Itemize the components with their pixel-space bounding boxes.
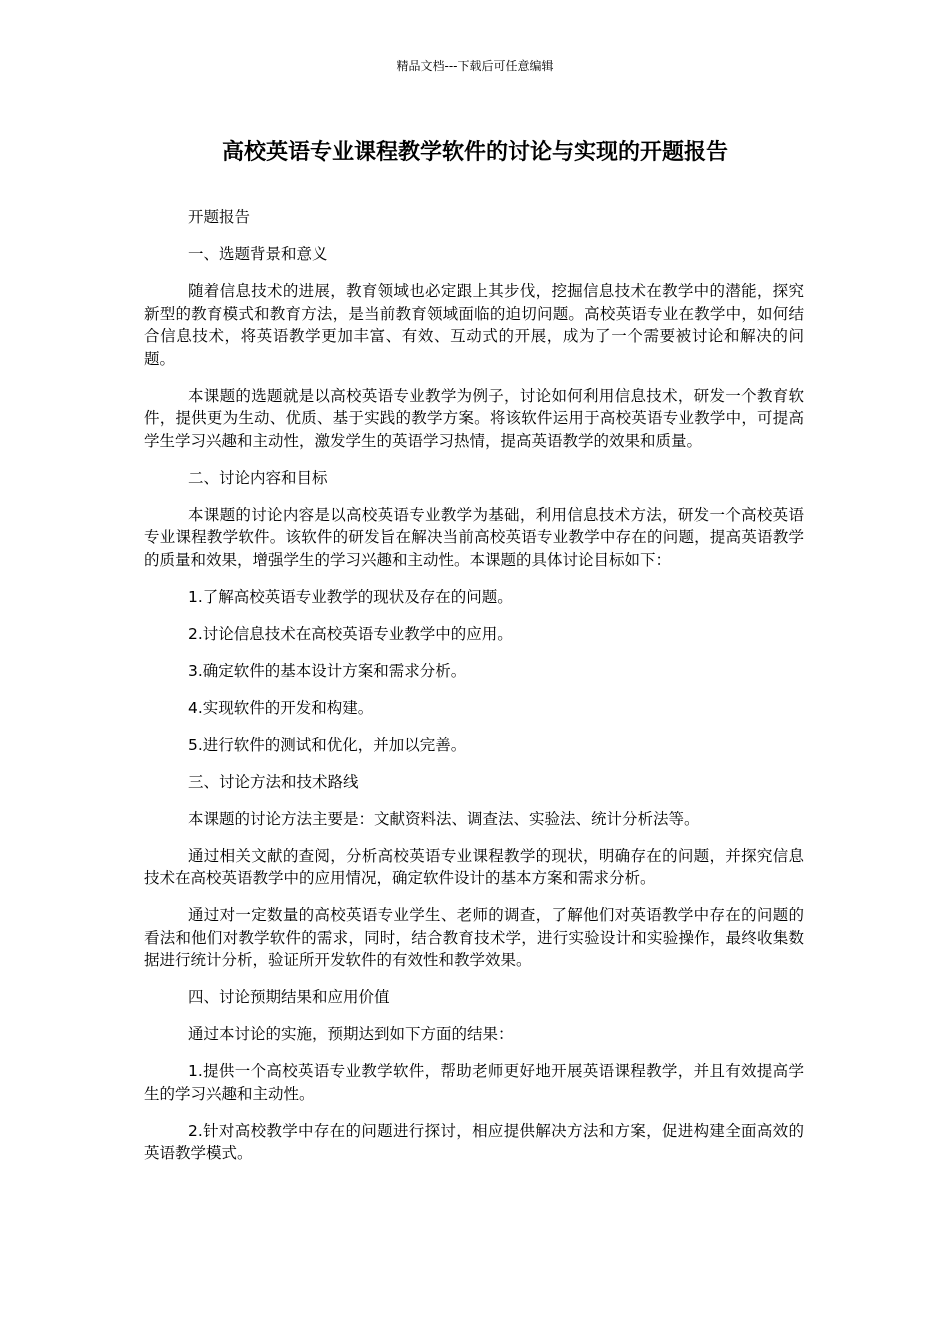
- page-header: 精品文档---下载后可任意编辑: [396, 59, 554, 73]
- paragraph: 本课题的讨论内容是以高校英语专业教学为基础，利用信息技术方法，研发一个高校英语专业课程教学软件。该软件的研发旨在解决当前高校英语专业教学中存在的问题，提高英语教学的质量和效果，增强学生的学习兴趣和主动性。本课题的具体讨论目标如下：: [144, 505, 804, 569]
- paragraph: 通过对一定数量的高校英语专业学生、老师的调查，了解他们对英语教学中存在的问题的看法和他们对教学软件的需求，同时，结合教育技术学，进行实验设计和实验操作，最终收集数据进行统计分析，验证所开发软件的有效性和教学效果。: [144, 906, 804, 969]
- list-item: 4.实现软件的开发和构建。: [188, 698, 374, 717]
- paragraph: 本课题的选题就是以高校英语专业教学为例子，讨论如何利用信息技术，研发一个教育软件，提供更为生动、优质、基于实践的教学方案。将该软件运用于高校英语专业教学中，可提高学生学习兴趣和主动性，激发学生的英语学习热情，提高英语教学的效果和质量。: [144, 386, 804, 450]
- list-item: 5.进行软件的测试和优化，并加以完善。: [188, 735, 467, 754]
- section-heading-1: 一、选题背景和意义: [188, 245, 328, 263]
- paragraph: 通过相关文献的查阅，分析高校英语专业课程教学的现状，明确存在的问题，并探究信息技术在高校英语教学中的应用情况，确定软件设计的基本方案和需求分析。: [144, 846, 804, 887]
- section-heading-3: 三、讨论方法和技术路线: [188, 772, 359, 791]
- list-item: 1.了解高校英语专业教学的现状及存在的问题。: [188, 587, 513, 606]
- paragraph: 通过本讨论的实施，预期达到如下方面的结果：: [188, 1025, 514, 1043]
- list-item: 2.讨论信息技术在高校英语专业教学中的应用。: [188, 624, 513, 643]
- list-item: 3.确定软件的基本设计方案和需求分析。: [188, 661, 467, 680]
- document-body: [144, 206, 804, 1179]
- section-heading-2: 二、讨论内容和目标: [188, 468, 328, 487]
- list-item: 1.提供一个高校英语专业教学软件，帮助老师更好地开展英语课程教学，并且有效提高学生的学习兴趣和主动性。: [144, 1062, 804, 1103]
- section-heading-4: 四、讨论预期结果和应用价值: [188, 988, 390, 1006]
- section-heading-report: 开题报告: [188, 208, 251, 226]
- paragraph: 随着信息技术的进展，教育领域也必定跟上其步伐，挖掘信息技术在教学中的潜能，探究新型的教育模式和教育方法，是当前教育领域面临的迫切问题。高校英语专业在教学中，如何结合信息技术，将英语教学更加丰富、有效、互动式的开展，成为了一个需要被讨论和解决的问题。: [144, 282, 804, 368]
- document-title: 高校英语专业课程教学软件的讨论与实现的开题报告: [221, 140, 728, 165]
- paragraph: 本课题的讨论方法主要是：文献资料法、调查法、实验法、统计分析法等。: [188, 809, 700, 828]
- list-item: 2.针对高校教学中存在的问题进行探讨，相应提供解决方法和方案，促进构建全面高效的英语教学模式。: [144, 1121, 804, 1162]
